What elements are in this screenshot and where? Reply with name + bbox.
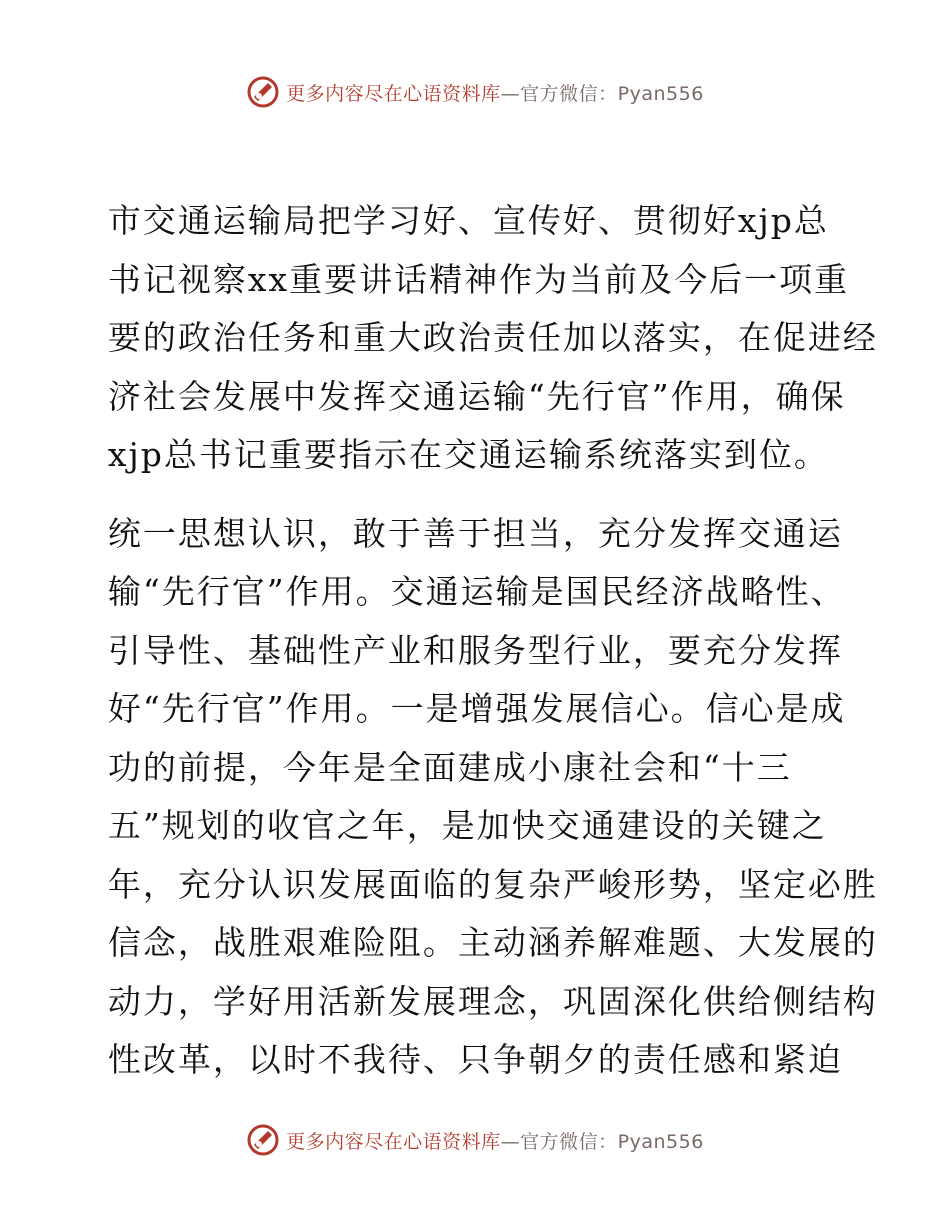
text-line: 动力，学好用活新发展理念，巩固深化供给侧结构 xyxy=(107,981,878,1021)
text-line: 年，充分认识发展面临的复杂严峻形势，坚定必胜 xyxy=(107,864,878,904)
text-line: 好“先行官”作用。一是增强发展信心。信心是成 xyxy=(107,689,846,728)
footer-watermark xyxy=(0,1118,950,1162)
header-site-name: 更多内容尽在心语资料库 xyxy=(286,82,501,105)
text-line: 输“先行官”作用。交通运输是国民经济战略性、 xyxy=(107,572,846,611)
text-line: 市交通运输局把学习好、宣传好、贯彻好xjp总 xyxy=(107,201,829,240)
text-line: 性改革，以时不我待、只争朝夕的责任感和紧迫 xyxy=(107,1040,843,1079)
text-line: 济社会发展中发挥交通运输“先行官”作用，确保 xyxy=(107,376,846,416)
text-line: 书记视察xx重要讲话精神作为当前及今后一项重 xyxy=(107,259,850,299)
header-wechat: —官方微信：Pyan556 xyxy=(500,82,704,105)
brand-logo-icon xyxy=(246,75,280,109)
paragraph-1 xyxy=(98,192,878,485)
text-line: 要的政治任务和重大政治责任加以落实，在促进经 xyxy=(107,318,878,357)
text-line: 统一思想认识，敢于善于担当，充分发挥交通运 xyxy=(107,513,843,553)
footer-wechat: —官方微信：Pyan556 xyxy=(500,1130,704,1153)
paragraph-2 xyxy=(98,505,878,1090)
text-line: 功的前提，今年是全面建成小康社会和“十三 xyxy=(107,747,792,787)
header-watermark xyxy=(0,70,950,114)
footer-site-name: 更多内容尽在心语资料库 xyxy=(286,1130,501,1153)
brand-logo-icon xyxy=(246,1123,280,1157)
document-body xyxy=(98,192,878,1090)
text-line: 五”规划的收官之年，是加快交通建设的关键之 xyxy=(107,806,827,845)
text-line: 引导性、基础性产业和服务型行业，要充分发挥 xyxy=(107,630,843,670)
text-line: 信念，战胜艰难险阻。主动涵养解难题、大发展的 xyxy=(107,923,878,962)
text-line: xjp总书记重要指示在交通运输系统落实到位。 xyxy=(107,435,829,474)
